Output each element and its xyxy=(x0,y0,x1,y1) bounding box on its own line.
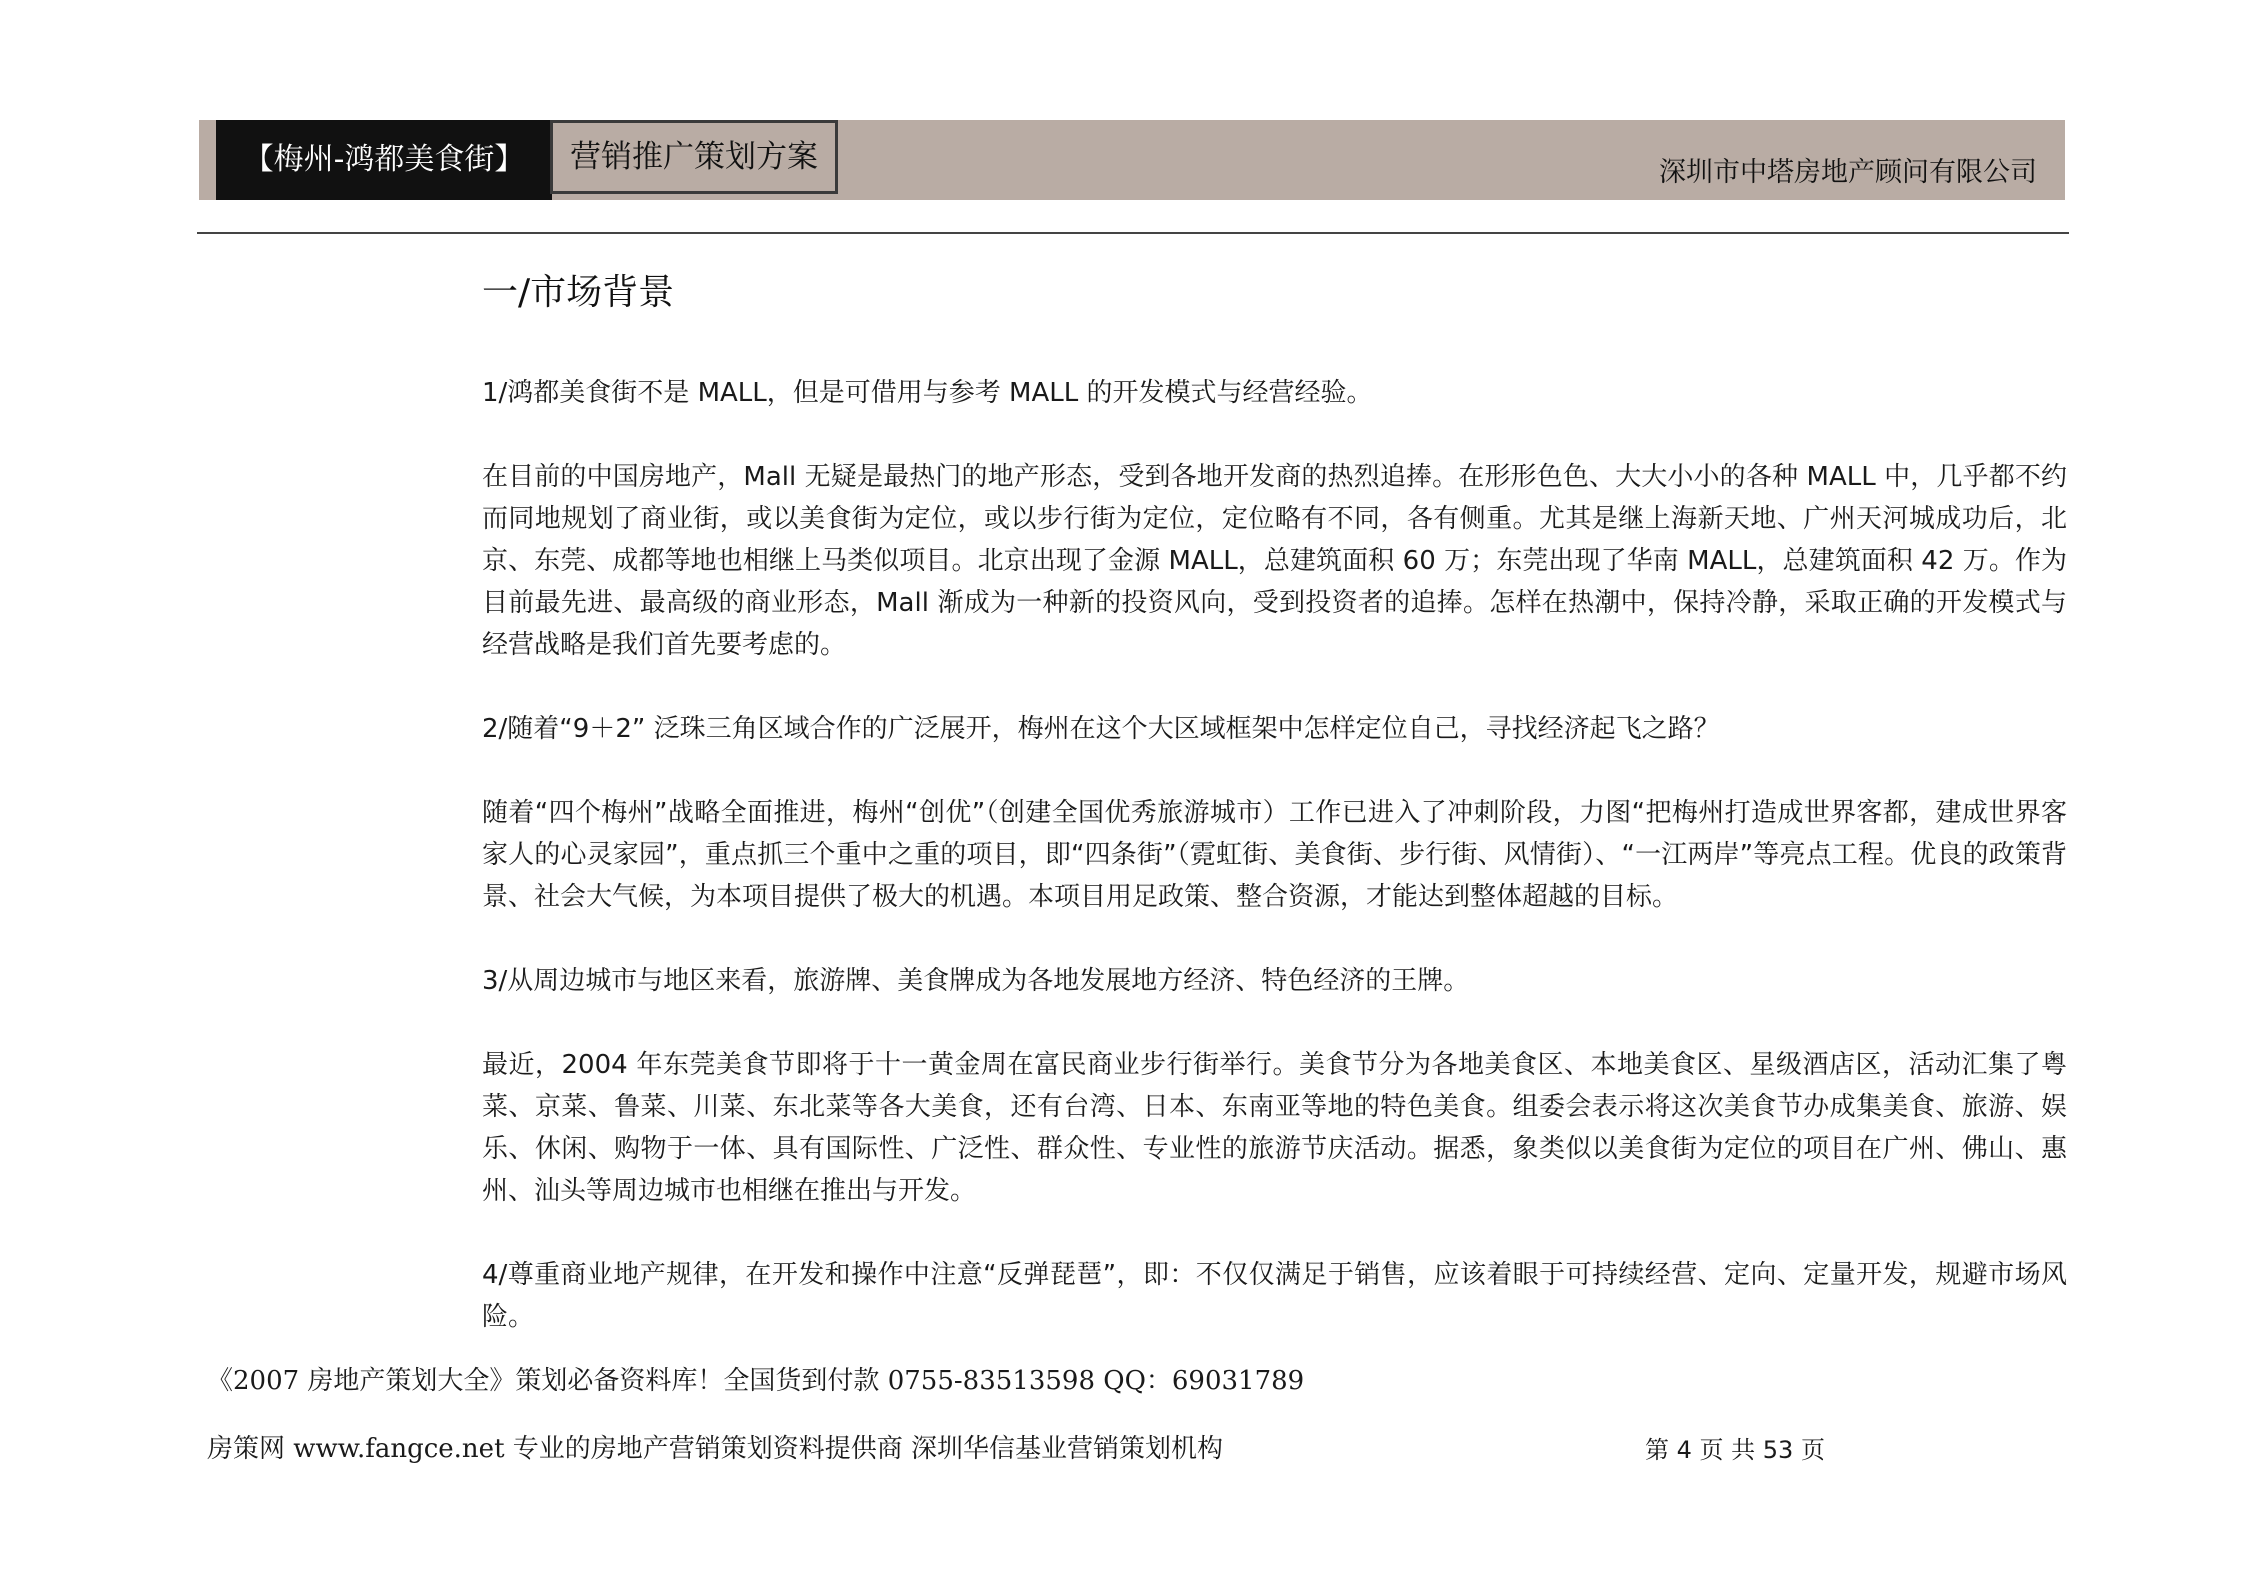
document-title: 营销推广策划方案 xyxy=(550,120,838,194)
body-content xyxy=(482,372,2067,1380)
project-label: 【梅州-鸿都美食街】 xyxy=(216,120,552,200)
company-name: 深圳市中塔房地产顾问有限公司 xyxy=(1659,157,2037,188)
footer-ad-line: 《2007 房地产策划大全》策划必备资料库！全国货到付款 0755-83513598 QQ：69031789 xyxy=(207,1366,1305,1396)
section-title: 一/市场背景 xyxy=(482,272,675,313)
paragraph: 4/尊重商业地产规律，在开发和操作中注意“反弹琵琶”，即：不仅仅满足于销售，应该着眼于可持续经营、定向、定量开发，规避市场风险。 xyxy=(482,1260,2067,1332)
paragraph: 随着“四个梅州”战略全面推进，梅州“创优”（创建全国优秀旅游城市）工作已进入了冲刺阶段，力图“把梅州打造成世界客都，建成世界客家人的心灵家园”，重点抓三个重中之重的项目，即“四条街”（霓虹街、美食街、步行街、风情街）、“一江两岸”等亮点工程。优良的政策背景、社会大气候，为本项目提供了极大的机遇。本项目用足政策、整合资源，才能达到整体超越的目标。 xyxy=(482,798,2067,912)
paragraph: 1/鸿都美食街不是 MALL，但是可借用与参考 MALL 的开发模式与经营经验。 xyxy=(482,378,1373,408)
paragraph: 2/随着“9＋2” 泛珠三角区域合作的广泛展开，梅州在这个大区域框架中怎样定位自己，寻找经济起飞之路？ xyxy=(482,714,1720,744)
paragraph: 在目前的中国房地产，Mall 无疑是最热门的地产形态，受到各地开发商的热烈追捧。在形形色色、大大小小的各种 MALL 中，几乎都不约而同地规划了商业街，或以美食街为定位，或以步行街为定位，定位略有不同，各有侧重。尤其是继上海新天地、广州天河城成功后，北京、东莞、成都等地也相继上马类似项目。北京出现了金源 MALL，总建筑面积 60 万；东莞出现了华南 MALL，总建筑面积 42 万。作为目前最先进、最高级的商业形态，Mall 渐成为一种新的投资风向，受到投资者的追捧。怎样在热潮中，保持冷静，采取正确的开发模式与经营战略是我们首先要考虑的。 xyxy=(482,462,2067,660)
header-divider xyxy=(197,232,2069,234)
footer-site-line: 房策网 www.fangce.net 专业的房地产营销策划资料提供商 深圳华信基业营销策划机构 xyxy=(207,1434,1224,1464)
page-number: 第 4 页 共 53 页 xyxy=(1645,1436,1825,1464)
paragraph: 3/从周边城市与地区来看，旅游牌、美食牌成为各地发展地方经济、特色经济的王牌。 xyxy=(482,966,1470,996)
paragraph: 最近，2004 年东莞美食节即将于十一黄金周在富民商业步行街举行。美食节分为各地美食区、本地美食区、星级酒店区，活动汇集了粤菜、京菜、鲁菜、川菜、东北菜等各大美食，还有台湾、日本、东南亚等地的特色美食。组委会表示将这次美食节办成集美食、旅游、娱乐、休闲、购物于一体、具有国际性、广泛性、群众性、专业性的旅游节庆活动。据悉，象类似以美食街为定位的项目在广州、佛山、惠州、汕头等周边城市也相继在推出与开发。 xyxy=(482,1050,2067,1206)
